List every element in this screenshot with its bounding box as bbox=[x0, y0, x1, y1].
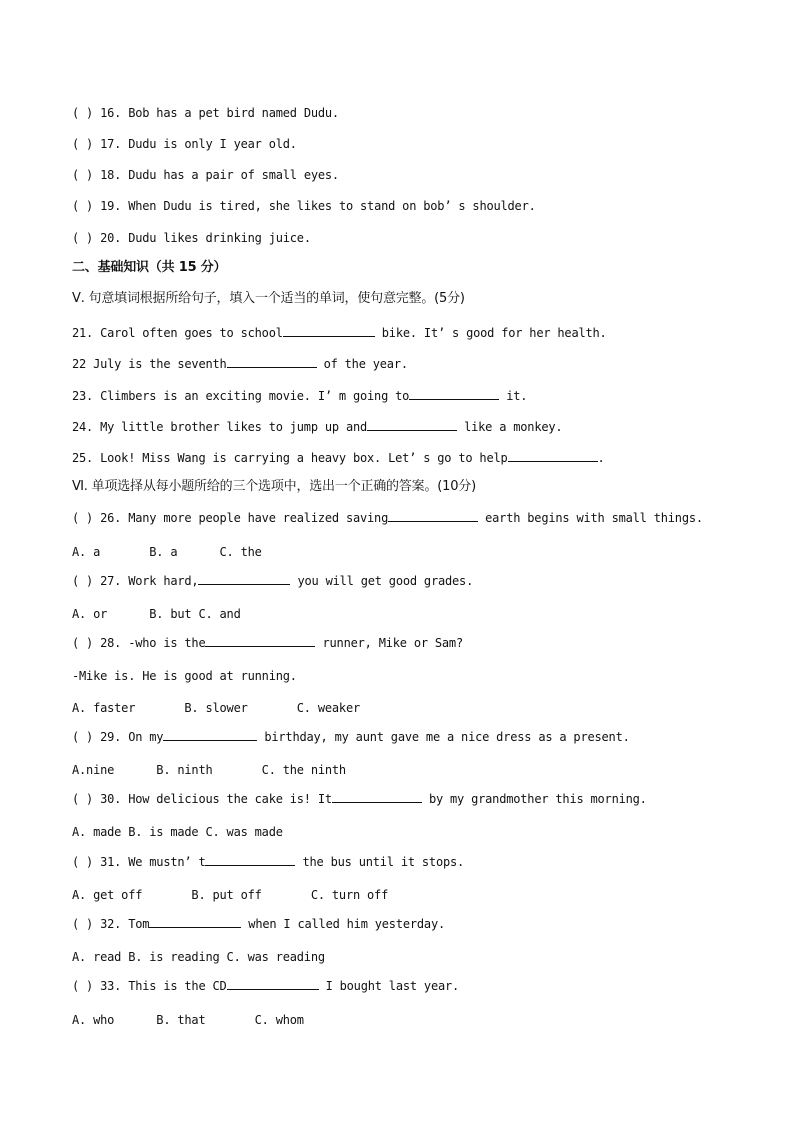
answer-blank[interactable] bbox=[205, 854, 295, 866]
question-text: 21. Carol often goes to school bbox=[72, 326, 283, 340]
question-text: I bought last year. bbox=[318, 979, 460, 993]
question-text: 24. My little brother likes to jump up and bbox=[72, 420, 368, 434]
question-27 bbox=[72, 573, 473, 589]
question-20 bbox=[72, 230, 311, 246]
question-text: 23. Climbers is an exciting movie. I’ m going to bbox=[72, 389, 410, 403]
question-27-options: A. or B. but C. and bbox=[72, 607, 241, 621]
answer-blank[interactable] bbox=[367, 419, 457, 431]
question-28-answer: -Mike is. He is good at running. bbox=[72, 669, 297, 683]
question-text: ( ) 32. Tom bbox=[72, 917, 150, 931]
question-25 bbox=[72, 450, 605, 466]
question-text: . bbox=[597, 451, 605, 465]
answer-blank[interactable] bbox=[227, 356, 317, 368]
question-text: by my grandmother this morning. bbox=[421, 792, 647, 806]
question-text: birthday, my aunt gave me a nice dress as a present. bbox=[257, 730, 630, 744]
answer-blank[interactable] bbox=[332, 791, 422, 803]
question-text: of the year. bbox=[316, 357, 408, 371]
part6-instructions: Ⅵ. 单项选择从每小题所给的三个选项中，选出一个正确的答案。(10分) bbox=[72, 479, 476, 494]
question-text: ( ) 28. -who is the bbox=[72, 636, 206, 650]
question-28 bbox=[72, 635, 463, 651]
question-26-options: A. a B. a C. the bbox=[72, 545, 262, 559]
question-text: ( ) 31. We mustn’ t bbox=[72, 855, 206, 869]
question-26 bbox=[72, 510, 703, 526]
answer-paren: ( ) bbox=[72, 199, 94, 213]
question-text: ( ) 29. On my bbox=[72, 730, 164, 744]
question-text: like a monkey. bbox=[457, 420, 563, 434]
question-33 bbox=[72, 978, 459, 994]
question-text: 16. Bob has a pet bird named Dudu. bbox=[100, 106, 339, 120]
question-text: when I called him yesterday. bbox=[241, 917, 445, 931]
question-text: earth begins with small things. bbox=[478, 511, 703, 525]
question-text: ( ) 27. Work hard, bbox=[72, 574, 199, 588]
answer-blank[interactable] bbox=[227, 978, 319, 990]
question-text: ( ) 33. This is the CD bbox=[72, 979, 227, 993]
question-29 bbox=[72, 729, 630, 745]
question-17 bbox=[72, 136, 297, 152]
question-33-options: A. who B. that C. whom bbox=[72, 1013, 304, 1027]
question-text: the bus until it stops. bbox=[295, 855, 465, 869]
question-30 bbox=[72, 791, 647, 807]
question-21 bbox=[72, 325, 607, 341]
question-text: you will get good grades. bbox=[290, 574, 474, 588]
question-24 bbox=[72, 419, 562, 435]
question-22 bbox=[72, 356, 408, 372]
question-28-options: A. faster B. slower C. weaker bbox=[72, 701, 361, 715]
question-31-options: A. get off B. put off C. turn off bbox=[72, 888, 389, 902]
answer-blank[interactable] bbox=[409, 388, 499, 400]
answer-paren: ( ) bbox=[72, 137, 94, 151]
question-text: it. bbox=[499, 389, 528, 403]
answer-blank[interactable] bbox=[388, 510, 478, 522]
answer-blank[interactable] bbox=[163, 729, 257, 741]
section-heading: 二、基础知识（共 15 分） bbox=[72, 260, 227, 275]
question-29-options: A.nine B. ninth C. the ninth bbox=[72, 763, 346, 777]
answer-blank[interactable] bbox=[508, 450, 598, 462]
answer-paren: ( ) bbox=[72, 106, 94, 120]
question-text: runner, Mike or Sam? bbox=[315, 636, 463, 650]
question-text: 18. Dudu has a pair of small eyes. bbox=[100, 168, 339, 182]
question-text: 25. Look! Miss Wang is carrying a heavy box. Let’ s go to help bbox=[72, 451, 508, 465]
question-text: 17. Dudu is only I year old. bbox=[100, 137, 297, 151]
question-31 bbox=[72, 854, 464, 870]
question-text: 20. Dudu likes drinking juice. bbox=[100, 231, 311, 245]
question-text: bike. It’ s good for her health. bbox=[374, 326, 607, 340]
question-18 bbox=[72, 167, 339, 183]
question-text: ( ) 30. How delicious the cake is! It bbox=[72, 792, 332, 806]
answer-blank[interactable] bbox=[283, 325, 375, 337]
question-16 bbox=[72, 105, 339, 121]
answer-blank[interactable] bbox=[149, 916, 241, 928]
question-32-options: A. read B. is reading C. was reading bbox=[72, 950, 325, 964]
answer-paren: ( ) bbox=[72, 168, 94, 182]
answer-blank[interactable] bbox=[198, 573, 290, 585]
question-23 bbox=[72, 388, 527, 404]
question-32 bbox=[72, 916, 445, 932]
part5-instructions: Ⅴ. 句意填词根据所给句子，填入一个适当的单词，使句意完整。(5分) bbox=[72, 291, 465, 306]
question-text: 19. When Dudu is tired, she likes to stand on bob’ s shoulder. bbox=[100, 199, 536, 213]
question-text: ( ) 26. Many more people have realized saving bbox=[72, 511, 389, 525]
question-30-options: A. made B. is made C. was made bbox=[72, 825, 283, 839]
answer-paren: ( ) bbox=[72, 231, 94, 245]
question-text: 22 July is the seventh bbox=[72, 357, 227, 371]
answer-blank[interactable] bbox=[205, 635, 315, 647]
question-19 bbox=[72, 198, 536, 214]
